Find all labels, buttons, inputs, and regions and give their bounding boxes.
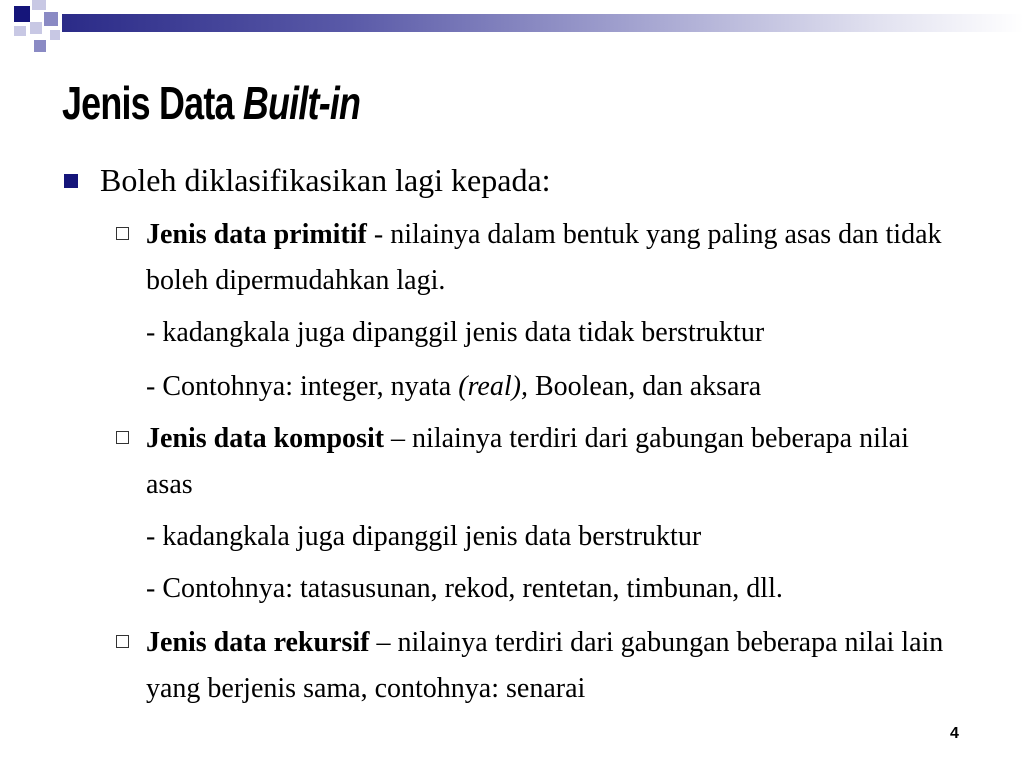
decor-square [32, 0, 46, 10]
example-prefix: - Contohnya: integer, nyata [146, 371, 459, 402]
example-italic: (real), [458, 371, 528, 402]
checkbox-bullet-icon [116, 431, 129, 444]
item-note: - kadangkala juga dipanggil jenis data tidak berstruktur [146, 317, 765, 348]
decor-square [14, 26, 26, 36]
item-text [146, 416, 946, 508]
header-decoration [0, 0, 1024, 60]
decor-square [44, 12, 58, 26]
item-text [146, 620, 946, 712]
item-text [146, 212, 946, 304]
slide-title [62, 74, 360, 132]
decor-square [14, 6, 30, 22]
title-plain: Jenis Data [62, 77, 243, 129]
item-term: Jenis data rekursif [146, 627, 370, 658]
decor-square [50, 30, 60, 40]
intro-text: Boleh diklasifikasikan lagi kepada: [100, 162, 551, 198]
item-term: Jenis data komposit [146, 423, 385, 454]
item-term: Jenis data primitif [146, 219, 367, 250]
title-italic: Built-in [242, 77, 361, 129]
item-desc: - nilainya dalam bentuk yang paling asas dan tidak boleh dipermudahkan lagi. [146, 219, 942, 296]
item-note: - kadangkala juga dipanggil jenis data berstruktur [146, 521, 702, 552]
decor-square [34, 40, 46, 52]
example-suffix: Boolean, dan aksara [527, 371, 762, 402]
item-example: - Contohnya: tatasusunan, rekod, rentetan, timbunan, dll. [146, 573, 783, 604]
decor-square [30, 22, 42, 34]
checkbox-bullet-icon [116, 227, 129, 240]
header-gradient-bar [62, 14, 1024, 32]
checkbox-bullet-icon [116, 635, 129, 648]
item-example [146, 364, 761, 410]
item-desc: – nilainya terdiri dari gabungan beberapa nilai asas [146, 423, 909, 500]
page-number: 4 [950, 725, 959, 742]
square-bullet-icon [64, 174, 78, 188]
item-desc: – nilainya terdiri dari gabungan beberapa nilai lain yang berjenis sama, contohnya: senarai [146, 627, 944, 704]
